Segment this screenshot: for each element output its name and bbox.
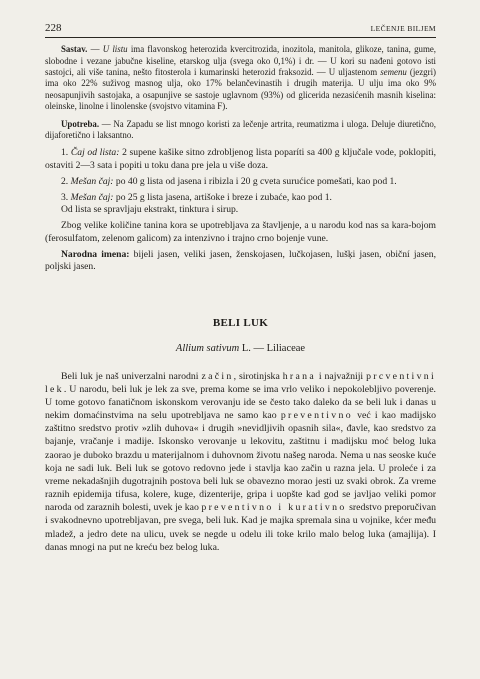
- narodna-imena-paragraph: Narodna imena: bijeli jasen, veliki jasen, ženskojasen, lučkojasen, lušķi jasen, običní jasen, poljski jasen.: [45, 248, 437, 273]
- sastav-label: Sastav.: [61, 44, 88, 55]
- tanin-paragraph: Zbog velike količine tanina kora se upotrebljava za štavljenje, a u narodu kod nas sa kara-bojom (ferosulfatom, zelenom galicom) za intenzivno i trajno crno bojenje vune.: [45, 220, 436, 244]
- sastav-paragraph: Sastav. — U listu ima flavonskog heterozida kvercitrozida, inozitola, manitola, glikoze, tanina, gume, slobodne i vezane jabučne kiseline, etarskog ulja (svega oko 0,1%) i dr. — U kori su nađeni gotovo isti sastojci, ali više tanina, nešto fitosterola i kumarinski heterozid fraksozid. — U uljastenom semenu (jezgri) ima oko 22% suživog masnog ulja, oko 17% belančevinastih i drugih materija. U ulju ima oko 9% neosapunjivih sastojaka, a osapunjive se sastoje uglavnom (93%) od glicerida nezasićenih masnih kiselina: oleinske, linolne i linolenske (svojstvo vitamina F).: [45, 44, 437, 112]
- page-header: [45, 22, 436, 38]
- semenu-label: semenu: [380, 67, 407, 78]
- listu-label: U listu: [102, 44, 128, 55]
- recipe-2: 2. Mešan čaj: po 40 g lista od jasena i ribizla i 20 g cveta surućice pomešati, kao pod 1.: [61, 175, 397, 187]
- emphasis-preventivni-lek: prcventivni lek: [45, 370, 436, 395]
- recipe-3-label: Mešan čaj:: [70, 192, 114, 204]
- recipe-2-label: Mešan čaj:: [70, 175, 114, 187]
- upotreba-label: Upotreba.: [61, 118, 100, 129]
- beli-luk-paragraph: Beli luk je naš univerzalni narodni začin, sirotinjska hrana i najvažniji prcventivni lek. U narodu, beli luk je lek za sve, prema kome se ima vrlo veliko i nepokolebljivo poverenje. U tome gotovo fanatičnom iskonskom verovanju ide se često tako daleko da se beli luk i danas u nekim domaćinstvima na selu upotrebljava ne samo kao preventivno već i kao madijsko zaštitno sredstvo protiv »zlih duhova« i drugih »nevidljivih opasnih sila«, đavle, kao sredstvo za bajanje, vračanje i madije. Iskonsko verovanje u lekovitu, zaštitnu i madijsku moć belog luka zaorao je duboko brazdu u materijalnom i duhovnom životu našeg naroda. Nema u nas seoske kuće koja ne sadi luk. Beli luk se gotovo redovno jede i stavlja kao začin u razna jela. U proleće i za vreme nekadašnjih dugotrajnih postova beli luk se obavezno morao jesti uz svaki obrok. Za vreme raznih epidemija tifusa, kolere, kuge, dizenterije, gripa i uopšte kad god se javljao veliki pomor naroda od zaraznih bolesti, uvek je kao preventivno i kurativno sredstvo preporučivan i svakodnevno upotrebljavan, pre svega, beli luk. Kad je majka spremala sina u vojnike, kćer među mladež, a jedro dete na ulicu, uvek se negde u odelu ili toke krilo malo belog luka (amajlija). I danas mnogi na put ne kreću bez belog luka.: [45, 370, 436, 553]
- running-head: LEČENJE BILJEM: [370, 24, 436, 33]
- recipe-1: 1. Čaj od lista: 2 supene kašike sitno zdrobljenog lista poparíti sa 400 g ključale vode, poklopiti, ostaviti 2—3 sata i popiti u toku dana pre jela u više doza.: [45, 147, 437, 171]
- narodna-imena-label: Narodna imena:: [61, 248, 130, 260]
- latin-name: Allium sativum: [175, 343, 240, 355]
- emphasis-preventivno: preventivno: [280, 410, 353, 422]
- recipe-extra: Od lista se spravljaju ekstrakt, tinktura i sirup.: [61, 204, 239, 216]
- recipe-1-label: Čaj od lista:: [70, 147, 120, 159]
- section-subtitle: [45, 343, 436, 355]
- plant-family: L. — Liliaceae: [239, 343, 306, 355]
- emphasis-hrana: hrana: [282, 370, 316, 382]
- section-title: BELI LUK: [212, 317, 269, 330]
- emphasis-preventivno-kurativno: preventivno i kurativno: [201, 502, 347, 514]
- recipe-3: 3. Mešan čaj: po 25 g lista jasena, artišoke i breze i zubaće, kao pod 1.: [61, 192, 332, 204]
- emphasis-zacin: začin: [201, 370, 234, 382]
- upotreba-paragraph: Upotreba. — Na Zapadu se list mnogo koristi za lečenje artrita, reumatizma i uloga. Deluje diuretično, dijaforetično i laksantno.: [45, 118, 436, 141]
- page-number: 228: [45, 22, 62, 34]
